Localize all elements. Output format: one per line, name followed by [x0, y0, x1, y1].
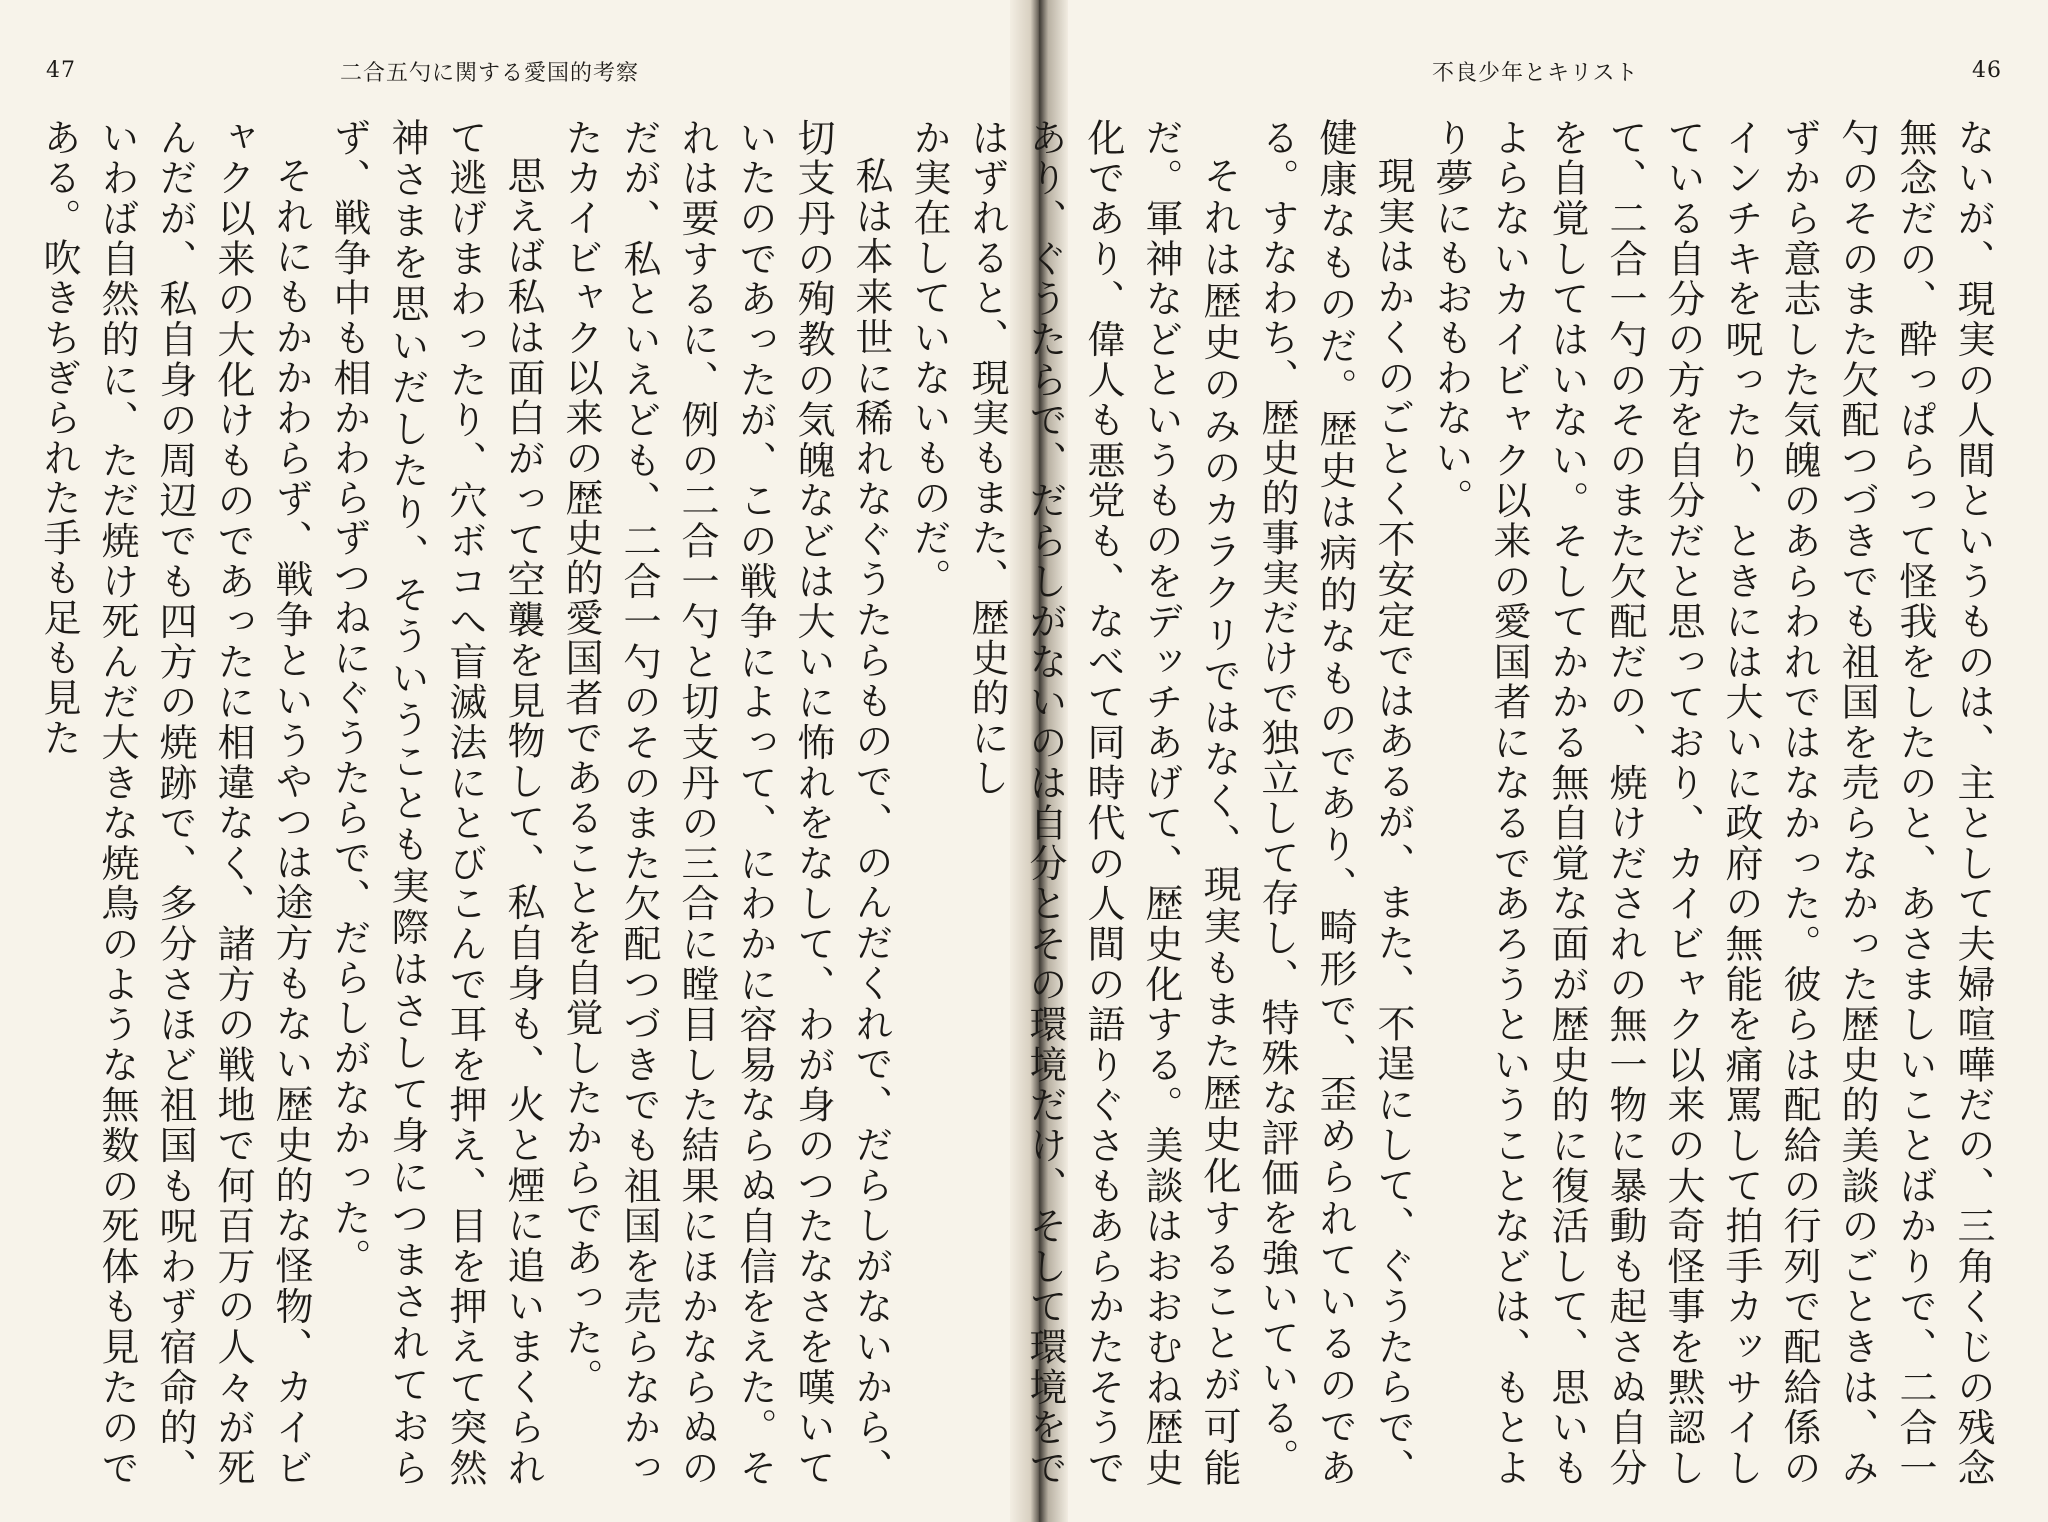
page-body	[965, 118, 2002, 1489]
page-number: 47	[46, 58, 76, 83]
page-body	[38, 118, 958, 1488]
paragraph: か実在していないものだ。	[907, 118, 951, 598]
running-head: 二合五勺に関する愛国的考察	[340, 61, 640, 86]
running-head: 不良少年とキリスト	[1432, 61, 1639, 86]
left-page	[0, 0, 1012, 1522]
page-number: 46	[1972, 58, 2002, 83]
paragraph: 私は本来世に稀れなぐうたらもので、のんだくれで、だらしがないから、切支丹の殉教の気魄などは大いに怖れをなして、わが身のつたなさを嘆いていたのであったが、この戦争によって、にわかに容易ならぬ自信をえた。それは要するに、例の二合一勺と切支丹の三合に瞠目した結果にほかならぬのだが、私といえども、二合一勺のそのまた欠配つづきでも祖国を売らなかったカイビャク以来の歴史的愛国者であることを自覚したからであった。	[559, 118, 893, 1489]
paragraph: ないが、現実の人間というものは、主として夫婦喧嘩だの、三角くじの残念無念だの、酔っぱらって怪我をしたのと、あさましいことばかりで、二合一勺のそのまた欠配つづきでも祖国を売らなかった歴史的美談のごときは、みずから意志した気魄のあらわれではなかった。彼らは配給の行列で配給係のインチキを呪ったり、ときには大いに政府の無能を痛罵して拍手カッサイしている自分の方を自分だと思っており、カイビャク以来の大奇怪事を黙認して、二合一勺のそのまた欠配だの、焼けだされの無一物に暴動も起さぬ自分を自覚してはいない。そしてかかる無自覚な面が歴史的に復活して、思いもよらないカイビャク以来の愛国者になるであろうということなどは、もとより夢にもおもわない。	[1429, 118, 1995, 1489]
right-page	[965, 0, 2048, 1522]
paragraph: それは歴史のみのカラクリではなく、現実もまた歴史化することが可能だ。軍神などというものをデッチあげて、歴史化する。美談はおおむね歴史化であり、偉人も悪党も、なべて同時代の人間の語りぐさもあらかたそうであり、ぐうたらで、だらしがないのは自分とその環境だけ、そして環境をではずれると、現実もまた、歴史的にし	[965, 118, 1241, 1488]
paragraph: 現実はかくのごとく不安定ではあるが、また、不逞にして、ぐうたらで、健康なものだ。歴史は病的なものであり、畸形で、歪められているのである。すなわち、歴史的事実だけで独立して存し、特殊な評価を強いている。	[1255, 118, 1415, 1488]
paragraph: それにもかかわらず、戦争というやつは途方もない歴史的な怪物、カイビャク以来の大化けものであったに相違なく、諸方の戦地で何百万の人々が死んだが、私自身の周辺でも四方の焼跡で、多分さほど祖国も呪わず宿命的、いわば自然的に、ただ焼け死んだ大きな焼鳥のような無数の死体も見たのである。吹きちぎられた手も足も見た	[37, 118, 313, 1488]
paragraph: 思えば私は面白がって空襲を見物して、私自身も、火と煙に追いまくられて逃げまわったり、穴ボコへ盲滅法にとびこんで耳を押え、目を押えて突然神さまを思いだしたり、そういうことも実際はさして身につまされておらず、戦争中も相かわらずつねにぐうたらで、だらしがなかった。	[327, 118, 545, 1488]
